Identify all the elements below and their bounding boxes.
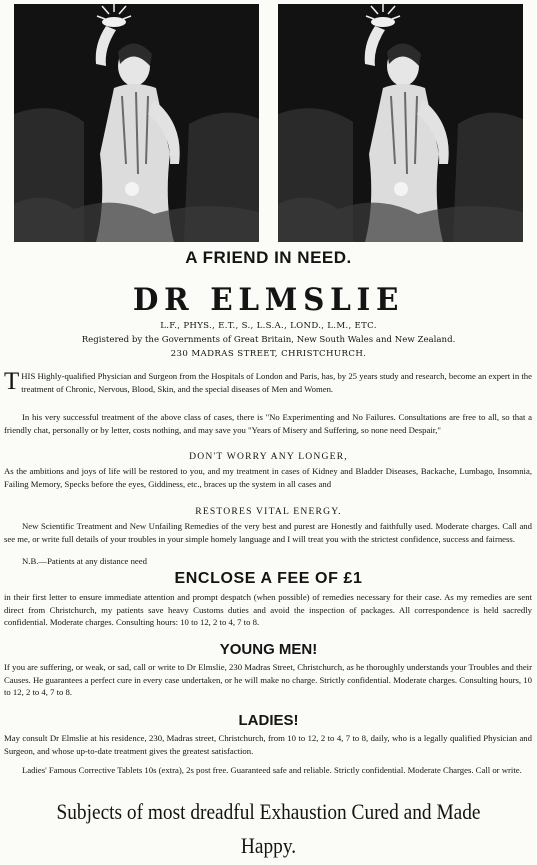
intro-paragraph [4, 370, 532, 395]
closing-line-2: Happy. [240, 833, 297, 858]
heading-young-men: YOUNG MEN! [219, 641, 318, 658]
young-men-paragraph: If you are suffering, or weak, or sad, call or write to Dr Elmslie, 230 Madras Street, Christchurch, as he thoroughly understands your Troubles and their Causes. He guarantees a perfect cure in every case undertaken, or he will make no charge. Strictly confidential. Moderate charges. Consulting hours, 10 to 12, 2 to 4, 7 to 8. [4, 662, 532, 698]
closing-line-1: Subjects of most dreadful Exhaustion Cured and Made [56, 799, 481, 824]
registration-line: Registered by the Governments of Great Britain, New South Wales and New Zealand. [81, 335, 456, 345]
nb-note: N.B.—Patients at any distance need [22, 556, 147, 566]
engraving-woman-with-lamp-left [14, 4, 259, 242]
ladies-paragraph: May consult Dr Elmslie at his residence, 230, Madras street, Christchurch, from 10 to 12, 2 to 4, 7 to 8, daily, who is a legally qualified Physician and Surgeon, and whose up-to-date treatment gives the greatest satisfaction. [4, 733, 532, 756]
engraving-woman-with-lamp-right [278, 4, 523, 242]
intro-second-paragraph: In his very successful treatment of the above class of cases, there is "No Experimenting and No Failures. Consultations are free to all, so that a friendly chat, personally or by letter, costs nothing, and may save you "Years of Misery and Suffering, so none need Despair," [4, 412, 532, 435]
doctor-name: DR ELMSLIE [132, 282, 405, 318]
dont-worry-paragraph: As the ambitions and joys of life will be restored to you, and my treatment in cases of Kidney and Bladder Diseases, Backache, Lumbago, Insomnia, Failing Memory, Specks before the eyes, Giddiness, etc., braces up the system in all cases and [4, 466, 532, 489]
heading-vital-energy: RESTORES VITAL ENERGY. [195, 506, 342, 517]
dropcap: T [4, 368, 20, 395]
intro-text: HIS Highly-qualified Physician and Surgeon from the Hospitals of London and Paris, has, by 25 years study and research, become an expert in the treatment of Chronic, Nervous, Blood, Skin, and the special diseases of Men and Women. [21, 371, 532, 394]
tablets-paragraph: Ladies' Famous Corrective Tablets 10s (extra), 2s post free. Guaranteed safe and reliable. Strictly confidential. Moderate Charges. Call or write. [22, 765, 522, 775]
fee-paragraph: in their first letter to ensure immediate attention and prompt despatch (when possible) of remedies necessary for their case. As my remedies are sent direct from Christchurch, my patients save heavy Customs duties and avoid the inspection of packages. All correspondence is held sacredly confidential. Moderate charges. Consulting hours: 10 to 12, 2 to 4, 7 to 8. [4, 592, 532, 628]
vital-energy-paragraph: New Scientific Treatment and New Unfailing Remedies of the very best and purest are Honestly and faithfully used. Moderate charges. Call and see me, or write full details of your troubles in your simple homely language and I will treat you with the strictest confidence, success and fairness. [4, 521, 532, 544]
address-line: 230 MADRAS STREET, CHRISTCHURCH. [170, 349, 367, 359]
heading-dont-worry: DON'T WORRY ANY LONGER, [189, 451, 348, 462]
qualifications: L.F., PHYS., E.T., S., L.S.A., LOND., L.M., ETC. [160, 321, 377, 331]
heading-enclose-fee: ENCLOSE A FEE OF £1 [174, 570, 363, 587]
heading-ladies: LADIES! [238, 712, 299, 729]
headline-friend-in-need: A FRIEND IN NEED. [185, 248, 352, 267]
